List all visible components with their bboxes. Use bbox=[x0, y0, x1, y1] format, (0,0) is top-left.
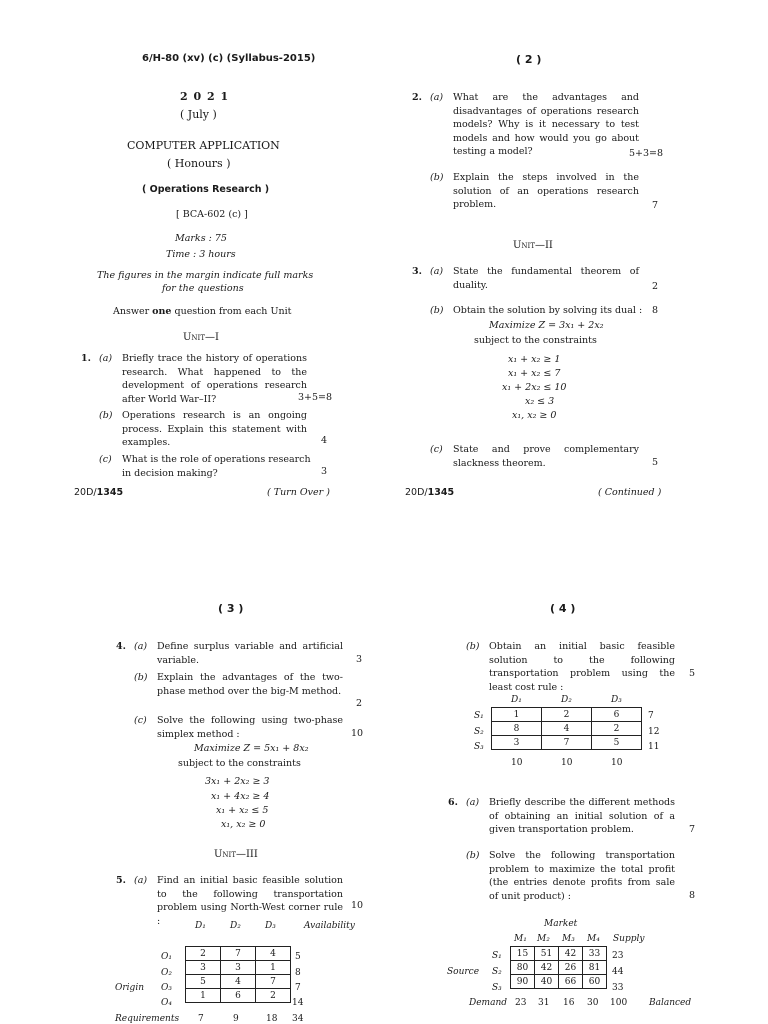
question-6a-marks: 7 bbox=[689, 824, 696, 835]
question-4c-text: Solve the following using two-phase simplex method : bbox=[157, 715, 343, 740]
paper-name: ( Operations Research ) bbox=[142, 184, 270, 195]
question-2a-text: What are the advantages and disadvantages of operations research models? Why is it necessary to test models and how would you go about testing a model? bbox=[453, 92, 639, 158]
footer-code: 20D/1345 bbox=[405, 487, 455, 498]
part-label: (c) bbox=[430, 444, 443, 455]
table-cell: 4 bbox=[256, 947, 291, 961]
question-number: 2. bbox=[412, 92, 422, 103]
page-number: ( 2 ) bbox=[516, 53, 542, 66]
table-cell: 2 bbox=[186, 947, 221, 961]
column-header: D₃ bbox=[265, 921, 276, 931]
objective-function: Maximize Z = 5x₁ + 8x₂ bbox=[194, 743, 309, 754]
demand-value: 10 bbox=[561, 758, 573, 768]
unit-heading: Unit—I bbox=[183, 332, 219, 343]
table-cell: 3 bbox=[492, 736, 542, 750]
row-label: S₃ bbox=[474, 742, 484, 752]
table-row bbox=[492, 722, 642, 736]
supply-value: 11 bbox=[648, 742, 660, 752]
question-1b-text: Operations research is an ongoing process. Explain this statement with examples. bbox=[122, 410, 307, 449]
time-label: Time : 3 hours bbox=[166, 249, 236, 260]
question-3b-marks: 8 bbox=[652, 305, 659, 316]
requirement-value: 7 bbox=[198, 1014, 204, 1024]
table-cell: 5 bbox=[186, 975, 221, 989]
table-row bbox=[492, 708, 642, 722]
part-label: (b) bbox=[466, 850, 480, 861]
unit-heading: Unit—II bbox=[513, 240, 553, 251]
table-cell: 33 bbox=[583, 947, 607, 961]
question-3b-text: Obtain the solution by solving its dual : bbox=[453, 305, 643, 316]
demand-label: Demand bbox=[469, 998, 507, 1008]
page-number: ( 4 ) bbox=[550, 602, 576, 615]
part-label: (a) bbox=[134, 875, 148, 886]
column-header: D₂ bbox=[230, 921, 241, 931]
table-cell: 26 bbox=[559, 961, 583, 975]
transportation-table bbox=[185, 946, 291, 1003]
table-cell: 60 bbox=[583, 975, 607, 989]
transportation-table bbox=[491, 707, 642, 750]
table-cell: 2 bbox=[542, 708, 592, 722]
constraint: x₁, x₂ ≥ 0 bbox=[512, 410, 557, 421]
question-5a-text: Find an initial basic feasible solution to the following transportation problem using North-West corner rule : bbox=[157, 875, 343, 927]
availability-value: 7 bbox=[295, 983, 301, 993]
table-cell: 6 bbox=[221, 989, 256, 1003]
question-3c-marks: 5 bbox=[652, 457, 659, 468]
question-1a-marks: 3+5=8 bbox=[298, 392, 333, 403]
part-label: (a) bbox=[99, 353, 113, 364]
instruction: Answer one question from each Unit bbox=[113, 306, 292, 317]
column-header: D₁ bbox=[195, 921, 206, 931]
table-row bbox=[186, 975, 291, 989]
question-1a-text: Briefly trace the history of operations research. What happened to the development of operations research after World War–II? bbox=[122, 353, 307, 405]
constraints-heading: subject to the constraints bbox=[474, 335, 597, 346]
column-header: D₃ bbox=[611, 695, 622, 705]
constraint: x₁, x₂ ≥ 0 bbox=[221, 819, 266, 830]
availability-value: 14 bbox=[292, 998, 304, 1008]
part-label: (b) bbox=[430, 172, 444, 183]
availability-label: Availability bbox=[304, 921, 355, 931]
column-header: M₁ bbox=[514, 934, 527, 944]
demand-total: 100 bbox=[610, 998, 628, 1008]
requirement-value: 34 bbox=[292, 1014, 304, 1024]
constraint: x₂ ≤ 3 bbox=[525, 396, 555, 407]
part-label: (a) bbox=[466, 797, 480, 808]
profit-table bbox=[510, 946, 607, 989]
question-1b-marks: 4 bbox=[321, 435, 328, 446]
question-6b-marks: 8 bbox=[689, 890, 696, 901]
constraints-heading: subject to the constraints bbox=[178, 758, 301, 769]
paper-header: 6/H-80 (xv) (c) (Syllabus-2015) bbox=[142, 53, 316, 64]
table-cell: 3 bbox=[186, 961, 221, 975]
table-cell: 2 bbox=[256, 989, 291, 1003]
part-label: (b) bbox=[466, 641, 480, 652]
question-4a-text: Define surplus variable and artificial variable. bbox=[157, 641, 343, 666]
part-label: (b) bbox=[430, 305, 444, 316]
column-header: D₁ bbox=[511, 695, 522, 705]
demand-value: 31 bbox=[538, 998, 550, 1008]
note-line-1: The figures in the margin indicate full marks bbox=[97, 270, 314, 281]
table-cell: 4 bbox=[542, 722, 592, 736]
page-number: ( 3 ) bbox=[218, 602, 244, 615]
part-label: (a) bbox=[430, 266, 444, 277]
question-number: 3. bbox=[412, 266, 422, 277]
part-label: (b) bbox=[134, 672, 148, 683]
table-cell: 51 bbox=[535, 947, 559, 961]
question-6a-text: Briefly describe the different methods of obtaining an initial solution of a given transportation problem. bbox=[489, 797, 675, 836]
part-label: (a) bbox=[430, 92, 444, 103]
supply-value: 23 bbox=[612, 951, 624, 961]
table-cell: 40 bbox=[535, 975, 559, 989]
table-cell: 81 bbox=[583, 961, 607, 975]
requirements-label: Requirements bbox=[115, 1014, 180, 1024]
table-cell: 1 bbox=[256, 961, 291, 975]
constraint: x₁ + x₂ ≥ 1 bbox=[508, 354, 561, 365]
question-3a-text: State the fundamental theorem of duality. bbox=[453, 266, 639, 291]
column-header: D₂ bbox=[561, 695, 572, 705]
table-cell: 7 bbox=[256, 975, 291, 989]
table-cell: 5 bbox=[592, 736, 642, 750]
question-2b-text: Explain the steps involved in the solution of an operations research problem. bbox=[453, 172, 639, 211]
subject-title: COMPUTER APPLICATION bbox=[127, 139, 280, 152]
question-1c-marks: 3 bbox=[321, 466, 328, 477]
row-label: O₄ bbox=[161, 998, 172, 1008]
footer-turn-over: ( Turn Over ) bbox=[267, 487, 330, 498]
demand-value: 10 bbox=[511, 758, 523, 768]
supply-value: 7 bbox=[648, 711, 654, 721]
table-cell: 7 bbox=[221, 947, 256, 961]
row-label: S₂ bbox=[492, 967, 502, 977]
table-row bbox=[186, 989, 291, 1003]
constraint: x₁ + x₂ ≤ 7 bbox=[508, 368, 561, 379]
table-cell: 80 bbox=[511, 961, 535, 975]
row-label: O₂ bbox=[161, 968, 172, 978]
source-label: Source bbox=[447, 967, 480, 977]
availability-value: 5 bbox=[295, 952, 301, 962]
table-cell: 4 bbox=[221, 975, 256, 989]
question-4b-marks: 2 bbox=[356, 698, 363, 709]
constraint: x₁ + x₂ ≤ 5 bbox=[216, 805, 269, 816]
table-row bbox=[186, 961, 291, 975]
unit-heading: Unit—III bbox=[214, 849, 258, 860]
column-header: M₂ bbox=[537, 934, 550, 944]
question-number: 4. bbox=[116, 641, 126, 652]
requirement-value: 9 bbox=[233, 1014, 239, 1024]
question-2b-marks: 7 bbox=[652, 200, 659, 211]
row-label: S₃ bbox=[492, 983, 502, 993]
question-5b-marks: 5 bbox=[689, 668, 696, 679]
question-3c-text: State and prove complementary slackness theorem. bbox=[453, 444, 639, 469]
demand-value: 16 bbox=[563, 998, 575, 1008]
question-6b-text: Solve the following transportation problem to maximize the total profit (the entries denote profits from sale of unit product) : bbox=[489, 850, 675, 902]
table-row bbox=[492, 736, 642, 750]
question-5b-text: Obtain an initial basic feasible solution to the following transportation problem using the least cost rule : bbox=[489, 641, 675, 693]
table-cell: 6 bbox=[592, 708, 642, 722]
footer-continued: ( Continued ) bbox=[598, 487, 662, 498]
column-header: M₄ bbox=[587, 934, 600, 944]
page-3 bbox=[0, 512, 384, 1024]
part-label: (b) bbox=[99, 410, 113, 421]
supply-value: 44 bbox=[612, 967, 624, 977]
row-label: O₁ bbox=[161, 952, 172, 962]
balanced-label: Balanced bbox=[649, 998, 692, 1008]
part-label: (c) bbox=[99, 454, 112, 465]
part-label: (a) bbox=[134, 641, 148, 652]
demand-value: 30 bbox=[587, 998, 599, 1008]
constraint: 3x₁ + 2x₂ ≥ 3 bbox=[205, 776, 270, 787]
page-1 bbox=[0, 0, 384, 512]
table-cell: 2 bbox=[592, 722, 642, 736]
table-cell: 1 bbox=[492, 708, 542, 722]
availability-value: 8 bbox=[295, 968, 301, 978]
question-5a-marks: 10 bbox=[351, 900, 364, 911]
marks-label: Marks : 75 bbox=[175, 233, 227, 244]
table-cell: 42 bbox=[535, 961, 559, 975]
table-row bbox=[511, 975, 607, 989]
question-4c-marks: 10 bbox=[351, 728, 364, 739]
question-2a-marks: 5+3=8 bbox=[629, 148, 664, 159]
origin-label: Origin bbox=[115, 983, 144, 993]
row-label: S₁ bbox=[492, 951, 502, 961]
requirement-value: 18 bbox=[266, 1014, 278, 1024]
row-label: O₃ bbox=[161, 983, 172, 993]
table-cell: 3 bbox=[221, 961, 256, 975]
supply-value: 33 bbox=[612, 983, 624, 993]
market-label: Market bbox=[544, 919, 578, 929]
question-3a-marks: 2 bbox=[652, 281, 659, 292]
table-cell: 8 bbox=[492, 722, 542, 736]
page-2 bbox=[384, 0, 768, 512]
note-line-2: for the questions bbox=[162, 283, 244, 294]
row-label: S₁ bbox=[474, 711, 484, 721]
question-4a-marks: 3 bbox=[356, 654, 363, 665]
table-cell: 90 bbox=[511, 975, 535, 989]
question-number: 1. bbox=[81, 353, 91, 364]
table-cell: 42 bbox=[559, 947, 583, 961]
column-header: M₃ bbox=[562, 934, 575, 944]
row-label: S₂ bbox=[474, 727, 484, 737]
question-number: 6. bbox=[448, 797, 458, 808]
paper-code: [ BCA-602 (c) ] bbox=[176, 209, 248, 220]
table-row bbox=[511, 961, 607, 975]
table-cell: 66 bbox=[559, 975, 583, 989]
footer-code: 20D/1345 bbox=[74, 487, 124, 498]
demand-value: 23 bbox=[515, 998, 527, 1008]
table-row bbox=[511, 947, 607, 961]
exam-year: 2 0 2 1 bbox=[180, 90, 230, 103]
question-1c-text: What is the role of operations research in decision making? bbox=[122, 454, 311, 479]
part-label: (c) bbox=[134, 715, 147, 726]
supply-label: Supply bbox=[613, 934, 645, 944]
table-cell: 1 bbox=[186, 989, 221, 1003]
question-number: 5. bbox=[116, 875, 126, 886]
table-row bbox=[186, 947, 291, 961]
demand-value: 10 bbox=[611, 758, 623, 768]
objective-function: Maximize Z = 3x₁ + 2x₂ bbox=[489, 320, 604, 331]
table-cell: 15 bbox=[511, 947, 535, 961]
constraint: x₁ + 4x₂ ≥ 4 bbox=[211, 791, 270, 802]
page-4 bbox=[384, 512, 768, 1024]
question-4b-text: Explain the advantages of the two-phase method over the big-M method. bbox=[157, 672, 343, 697]
constraint: x₁ + 2x₂ ≤ 10 bbox=[502, 382, 567, 393]
table-cell: 7 bbox=[542, 736, 592, 750]
supply-value: 12 bbox=[648, 727, 660, 737]
honours-label: ( Honours ) bbox=[167, 157, 231, 170]
exam-month: ( July ) bbox=[180, 108, 217, 121]
